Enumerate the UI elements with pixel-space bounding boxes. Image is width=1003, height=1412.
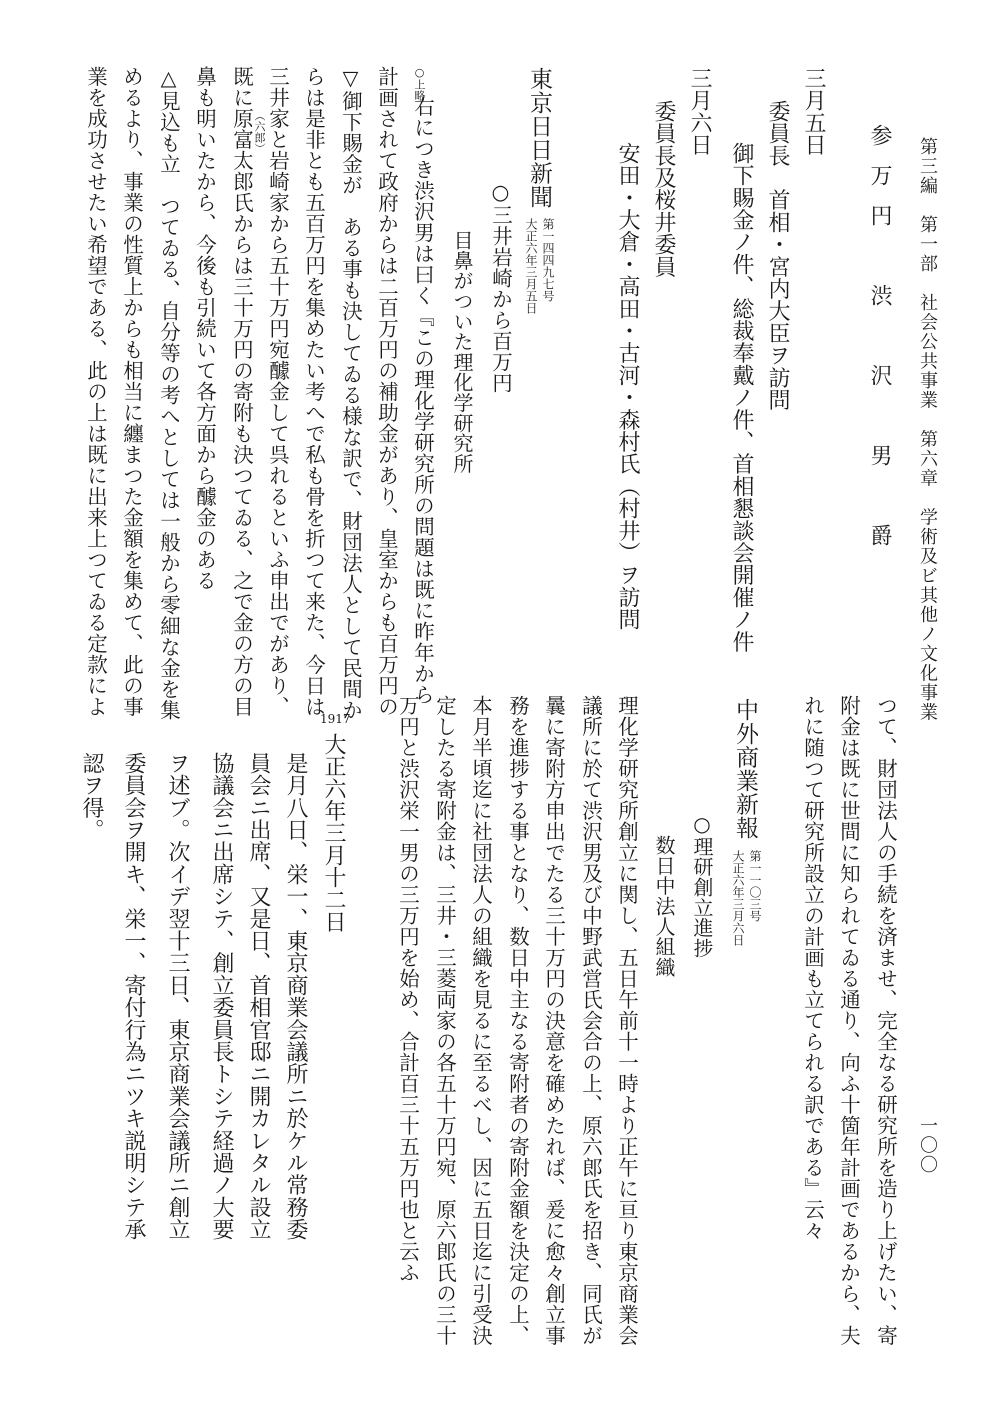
newspaper-date: 大正六年三月五日 bbox=[524, 218, 538, 314]
report-line-5: 本月半頃迄に社団法人の組織を見るに至るべし、因に五日迄に引受決 bbox=[468, 695, 493, 1346]
article-line-1: 右につき渋沢男は曰く『この理化学研究所の問題は既に昨年から bbox=[410, 96, 435, 705]
entry-line-5: 委員会ヲ開キ、栄一、寄付行為ニツキ説明シテ承 bbox=[121, 752, 146, 1241]
continued-line-2: 附金は既に世間に知られてゐる通り、向ふ十箇年計画であるから、夫 bbox=[836, 695, 861, 1346]
article-headline: ○三井岩崎から百万円 bbox=[488, 180, 513, 394]
entry-line-4: ヲ述ブ。次イデ翌十三日、東京商業会議所ニ創立 bbox=[165, 752, 190, 1241]
entry-march-5-b: 御下賜金ノ件、総裁奉戴ノ件、首相懇談会開催ノ件 bbox=[729, 142, 754, 653]
newspaper-issue-2: 第一一〇三号 bbox=[748, 850, 762, 922]
report-line-4: 務を進捗する事となり、数日中主なる寄附者の寄附金額を決定の上、 bbox=[505, 695, 530, 1346]
entry-march-5-a: 委員長 首相・宮内大臣ヲ訪問 bbox=[765, 100, 790, 411]
date-march-5: 三月五日 bbox=[801, 67, 826, 156]
article-line-8: △見込も立 つてゐる、自分等の考へとしては一般から零細な金を集 bbox=[156, 66, 181, 721]
entry-line-1: 是月八日、栄一、東京商業会議所ニ於ケル常務委 bbox=[283, 752, 308, 1241]
entry-date: 大正六年三月十二日 bbox=[321, 733, 346, 933]
entry-line-2: 員会ニ出席、又是日、首相官邸ニ開カレタル設立 bbox=[246, 752, 271, 1241]
newspaper-name: 東京日日新聞 bbox=[526, 67, 552, 209]
entry-march-6-b: 安田・大倉・高田・古河・森村氏（村井）ヲ訪問 bbox=[615, 142, 640, 631]
article-headline-2: ○理研創立進捗 bbox=[690, 812, 714, 959]
report-line-2: 議所に於て渋沢男及び中野武営氏会合の上、原六郎氏を招き、同氏が bbox=[578, 695, 603, 1346]
omission-mark: ○上略 bbox=[413, 66, 426, 101]
report-line-7: 万円と渋沢栄一男の三万円を始め、合計百三十五万円也と云ふ bbox=[395, 695, 420, 1283]
entry-line-6: 認ヲ得。 bbox=[79, 752, 104, 841]
article-line-10: 業を成功させたい希望である、此の上は既に出来上つてゐる定款によ bbox=[83, 66, 108, 717]
article-line-4: らは是非とも五百万円を集めたい考へで私も骨を折つて来た、今日は bbox=[301, 66, 326, 717]
newspaper-issue: 第一四四九七号 bbox=[541, 218, 555, 302]
annotation-rokuro: （六郎） bbox=[253, 110, 266, 154]
newspaper-name-2: 中外商業新報 bbox=[732, 698, 758, 840]
section-title: 参万円 渋 沢 男 爵 bbox=[867, 124, 892, 564]
report-line-3: 曩に寄附方申出でたる三十万円の決意を確めたれば、爰に愈々創立事 bbox=[541, 695, 566, 1346]
article-line-6: 既に原富太郎氏からは三十万円の寄附も決つてゐる、之で金の方の目 bbox=[229, 66, 254, 717]
entry-march-6-a: 委員長及桜井委員 bbox=[651, 100, 676, 278]
article-subhead: 目鼻がついた理化学研究所 bbox=[450, 230, 474, 474]
page-number: 一〇〇 bbox=[917, 1116, 938, 1175]
article-line-5: 三井家と岩崎家から五十万円宛醵金して呉れるといふ申出でがあり、 bbox=[265, 66, 290, 717]
article-subhead-2: 数日中法人組織 bbox=[652, 835, 676, 978]
report-line-6: 定したる寄附金は、三井・三菱両家の各五十万円宛、原六郎氏の三十 bbox=[432, 695, 457, 1346]
newspaper-date-2: 大正六年三月六日 bbox=[731, 850, 745, 946]
article-line-9: めるより、事業の性質上からも相当に纏まつた金額を集めて、此の事 bbox=[119, 66, 144, 717]
continued-line-3: れに随つて研究所設立の計画も立てられる訳である』云々 bbox=[800, 695, 825, 1241]
entry-line-3: 協議会ニ出席シテ、創立委員長トシテ経過ノ大要 bbox=[209, 752, 234, 1241]
date-march-6: 三月六日 bbox=[687, 67, 712, 156]
continued-line-1: つて、財団法人の手続を済ませ、完全なる研究所を造り上げたい、寄 bbox=[873, 695, 898, 1346]
article-line-7: 鼻も明いたから、今後も引続いて各方面から醵金のある bbox=[192, 66, 217, 591]
article-line-3: ▽御下賜金が ある事も決してゐる様な訳で、財団法人として民間か bbox=[338, 66, 363, 721]
running-header: 第三編 第一部 社会公共事業 第六章 学術及ビ其他ノ文化事業 bbox=[917, 137, 938, 722]
western-year: 1917 bbox=[320, 712, 351, 726]
article-line-2: 計画されて政府からは二百万円の補助金があり、皇室からも百万円の bbox=[374, 66, 399, 717]
report-line-1: 理化学研究所創立に関し、五日午前十一時より正午に亘り東京商業会 bbox=[614, 695, 639, 1346]
